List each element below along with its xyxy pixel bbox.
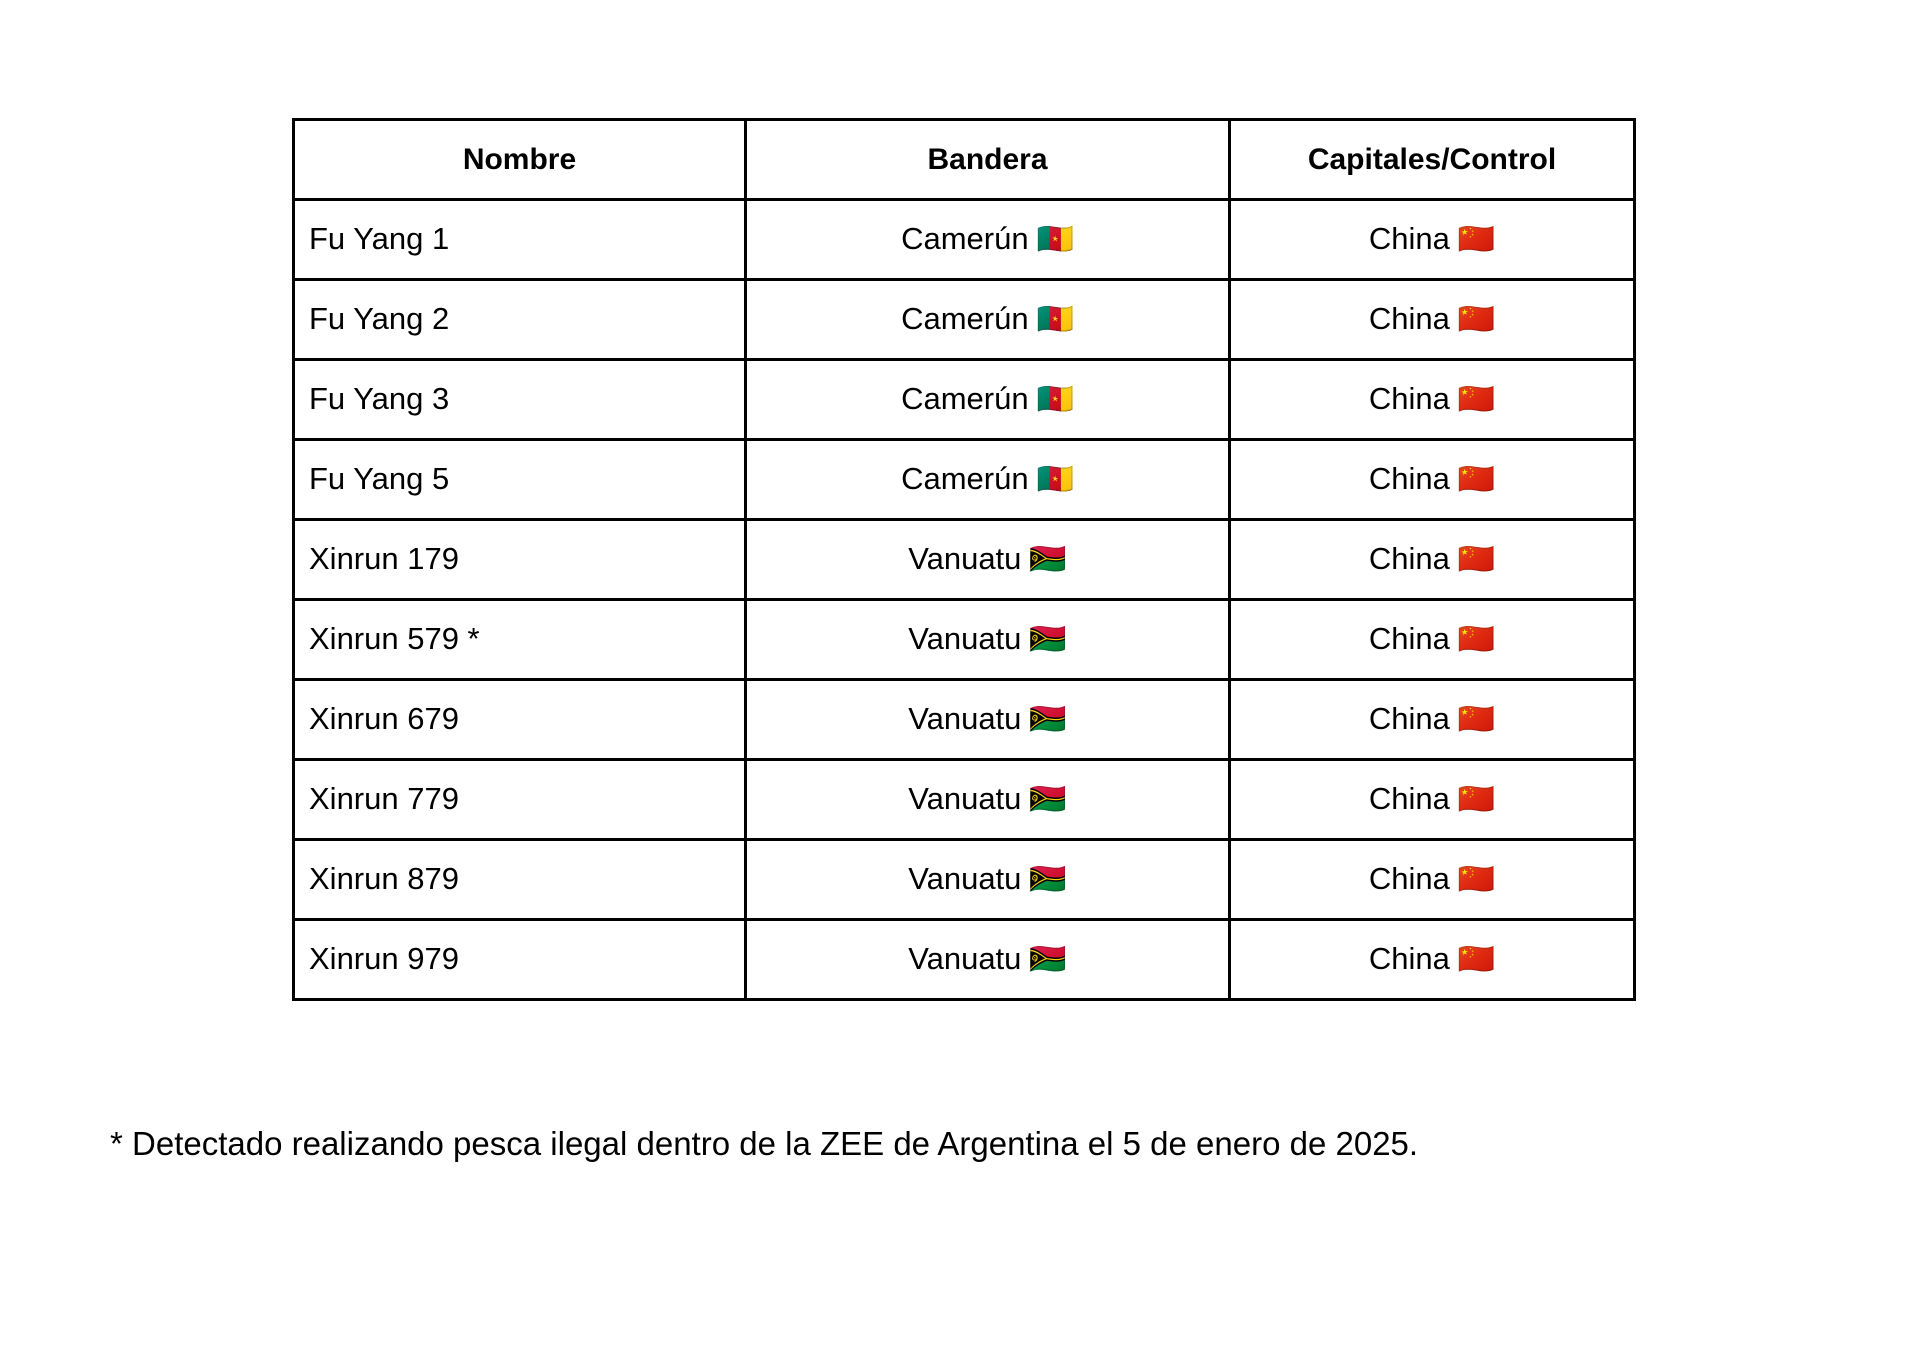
- cell-bandera: [746, 920, 1230, 1000]
- flag-icon: 🇨🇲: [1036, 223, 1074, 257]
- table-row: [294, 440, 1635, 520]
- control-label: China: [1368, 941, 1450, 977]
- cell-nombre: Fu Yang 1: [294, 200, 746, 280]
- flag-icon: 🇨🇳: [1457, 223, 1496, 257]
- bandera-label: Camerún: [901, 221, 1029, 257]
- table-row: [294, 760, 1635, 840]
- flag-icon: 🇨🇳: [1457, 463, 1496, 497]
- flag-icon: 🇨🇳: [1457, 703, 1496, 737]
- cell-nombre: Xinrun 579 *: [294, 600, 746, 680]
- cell-bandera: [746, 360, 1230, 440]
- cell-bandera: [746, 840, 1230, 920]
- cell-capitales-control: [1230, 360, 1635, 440]
- flag-icon: 🇨🇲: [1036, 463, 1074, 497]
- cell-bandera: [746, 680, 1230, 760]
- flag-icon: 🇻🇺: [1029, 543, 1067, 577]
- footnote-text: * Detectado realizando pesca ilegal dentro de la ZEE de Argentina el 5 de enero de 2025.: [110, 1125, 1419, 1162]
- table-row: [294, 600, 1635, 680]
- cell-nombre: Xinrun 679: [294, 680, 746, 760]
- cell-nombre: Xinrun 179: [294, 520, 746, 600]
- cell-capitales-control: [1230, 840, 1635, 920]
- cell-capitales-control: [1230, 680, 1635, 760]
- bandera-label: Camerún: [901, 461, 1029, 497]
- control-label: China: [1368, 301, 1450, 337]
- table-body: [294, 200, 1635, 1000]
- flag-icon: 🇨🇲: [1036, 383, 1074, 417]
- flag-icon: 🇨🇳: [1457, 383, 1496, 417]
- vessels-table-container: [292, 118, 1633, 1001]
- cell-bandera: [746, 520, 1230, 600]
- control-label: China: [1368, 381, 1450, 417]
- flag-icon: 🇨🇳: [1457, 943, 1496, 977]
- table-row: [294, 360, 1635, 440]
- cell-capitales-control: [1230, 280, 1635, 360]
- table-row: [294, 680, 1635, 760]
- table-header-row: [294, 120, 1635, 200]
- cell-capitales-control: [1230, 200, 1635, 280]
- bandera-label: Vanuatu: [908, 701, 1022, 737]
- cell-capitales-control: [1230, 520, 1635, 600]
- column-header-bandera: Bandera: [746, 120, 1230, 200]
- control-label: China: [1368, 621, 1450, 657]
- bandera-label: Camerún: [901, 381, 1029, 417]
- flag-icon: 🇨🇲: [1036, 303, 1074, 337]
- column-header-nombre: Nombre: [294, 120, 746, 200]
- cell-bandera: [746, 600, 1230, 680]
- flag-icon: 🇻🇺: [1029, 703, 1067, 737]
- cell-capitales-control: [1230, 920, 1635, 1000]
- bandera-label: Vanuatu: [908, 541, 1022, 577]
- bandera-label: Vanuatu: [908, 941, 1022, 977]
- control-label: China: [1368, 781, 1450, 817]
- table-row: [294, 520, 1635, 600]
- bandera-label: Camerún: [901, 301, 1029, 337]
- cell-nombre: Xinrun 979: [294, 920, 746, 1000]
- cell-nombre: Xinrun 779: [294, 760, 746, 840]
- flag-icon: 🇻🇺: [1029, 623, 1067, 657]
- cell-nombre: Fu Yang 2: [294, 280, 746, 360]
- flag-icon: 🇨🇳: [1457, 543, 1496, 577]
- cell-bandera: [746, 760, 1230, 840]
- control-label: China: [1368, 461, 1450, 497]
- cell-nombre: Fu Yang 5: [294, 440, 746, 520]
- flag-icon: 🇻🇺: [1029, 863, 1067, 897]
- bandera-label: Vanuatu: [908, 861, 1022, 897]
- flag-icon: 🇨🇳: [1457, 623, 1496, 657]
- column-header-capitales-control: Capitales/Control: [1230, 120, 1635, 200]
- cell-capitales-control: [1230, 600, 1635, 680]
- cell-capitales-control: [1230, 440, 1635, 520]
- table-row: [294, 920, 1635, 1000]
- table-header: [294, 120, 1635, 200]
- table-row: [294, 200, 1635, 280]
- flag-icon: 🇨🇳: [1457, 303, 1496, 337]
- control-label: China: [1368, 861, 1450, 897]
- flag-icon: 🇻🇺: [1029, 943, 1067, 977]
- table-row: [294, 280, 1635, 360]
- table-row: [294, 840, 1635, 920]
- control-label: China: [1368, 221, 1450, 257]
- cell-capitales-control: [1230, 760, 1635, 840]
- control-label: China: [1368, 541, 1450, 577]
- flag-icon: 🇨🇳: [1457, 783, 1496, 817]
- bandera-label: Vanuatu: [908, 781, 1022, 817]
- cell-bandera: [746, 440, 1230, 520]
- cell-bandera: [746, 200, 1230, 280]
- cell-bandera: [746, 280, 1230, 360]
- flag-icon: 🇨🇳: [1457, 863, 1496, 897]
- control-label: China: [1368, 701, 1450, 737]
- cell-nombre: Xinrun 879: [294, 840, 746, 920]
- bandera-label: Vanuatu: [908, 621, 1022, 657]
- flag-icon: 🇻🇺: [1029, 783, 1067, 817]
- vessels-table: [292, 118, 1636, 1001]
- cell-nombre: Fu Yang 3: [294, 360, 746, 440]
